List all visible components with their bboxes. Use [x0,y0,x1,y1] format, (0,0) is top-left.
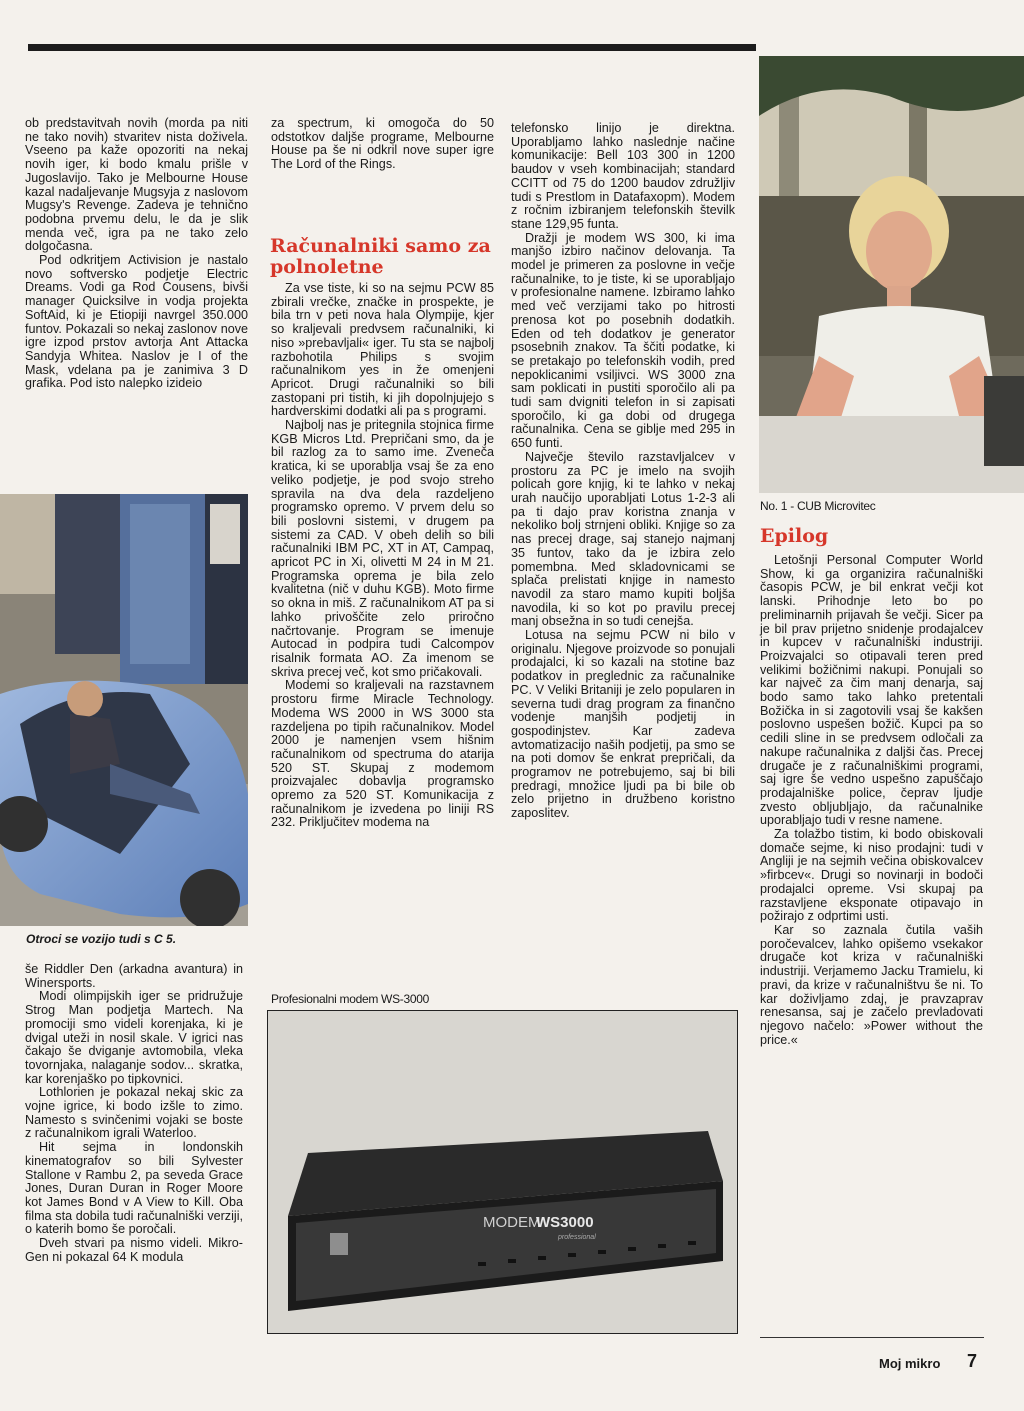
footer-rule [760,1337,984,1338]
column-3 [511,122,735,821]
photo-child-c5 [0,494,248,926]
modem-label-model: WS3000 [536,1214,594,1231]
top-rule [28,44,756,51]
heading-epilog: Epilog [760,525,829,547]
page-number: 7 [967,1351,978,1371]
paragraph: Modemi so kraljevali na razstavnem prostoru firme Miracle Technology. Modema WS 2000 in WS 3000 sta razdeljena po tipih računalnikov. Model 2000 je namenjen vsem hišnim računalnikom od spectruma do atarija 520 ST. Skupaj z modemom proizvajalec dobavlja programsko opremo za 520 ST. Komunikacija z računalnikom je izvedena po liniji RS 232. Priključitev modema na [271,678,494,830]
modem-label-sub: professional [558,1234,596,1241]
paragraph: Največje število razstavljalcev v prostoru za PC je imelo na svojih policah gore knjig, ki te lahko v nekaj urah naučijo uporabljati Lotus 1-2-3 ali pa ti dajo prav koristna znanja v nekoliko bolj strnjeni obliki. Knjige so za nas precej drage, saj stanejo najmanj 35 funtov, tako da je izbira zelo pomembna. Med skladovnicami se splača prelistati knjige in namesto navodil za staro mamo kupiti boljša navodila, ki so kot po pravilu precej manj obsežna in so tudi cenejša. [511,449,735,629]
paragraph: Lotusa na sejmu PCW ni bilo v originalu. Njegove proizvode so ponujali prodajalci, ki so kazali na stotine baz podatkov in preglednic za računalnike PC. V Veliki Britaniji je zelo popularen in severna tudi drag program za finančno vodenje manjših podjetij in gospodinjstev. Kar zadeva avtomatizacijo naših podjetij, pa smo se na poti domov še enkrat prepričali, da programov ne potrebujemo, saj bi bili predragi, množice ljudi pa bi bile ob zelo prijetno in družbeno koristno zaposlitev. [511,628,735,821]
paragraph: še Riddler Den (arkadna avantura) in Winersports. [25,962,243,990]
paragraph: Za tolažbo tistim, ki bodo obiskovali domače sejme, ki niso prodajni: tudi v Angliji je na sejmih večina obiskovalcev »firbcev«. Drugi so novinarji in bodoči prodajalci opreme. Vsi skupaj pa razstavljene eksponate otipavajo in požirajo z odprtimi usti. [760,827,983,924]
paragraph: telefonsko linijo je direktna. Uporabljamo lahko naslednje načine komunikacije: Bell 103 300 in 1200 baudov v vseh kombinacijah; standard CCITT od 75 do 1200 baudov združljiv tudi s Prestlom in Datafaxopm). Modem z ročnim izbiranjem telefonskih številk stane 129,95 funta. [511,121,735,231]
paragraph: za spectrum, ki omogoča do 50 odstotkov daljše programe, Melbourne House pa še ni odkril nove super igre The Lord of the Rings. [271,116,494,172]
paragraph: Kar so zaznala čutila vaših poročevalcev, lahko opišemo vsekakor drugače kot kriza v računalniški industriji. Verjamemo Jacku Tramielu, ki pravi, da krize v računalništvu še ni. To kar doživljamo zdaj, je pravzaprav renesansa, saj je začelo prevladovati njegovo načelo: »Power without the price.« [760,922,983,1047]
column-1-bottom [25,963,243,1264]
column-2-top [271,117,494,172]
paragraph: Hit sejma in londonskih kinematografov so bili Sylvester Stallone v Rambu 2, pa seveda Grace Jones, Duran Duran in Roger Moore kot James Bond v A View to Kill. Oba filma sta dobila tudi računalniški verziji, o katerih bomo še poročali. [25,1140,243,1237]
paragraph: Dražji je modem WS 300, ki ima manjšo izbiro načinov delovanja. Ta model je primeren za poslovne in večje računalnike, to je tiste, ki se uporabljajo v profesionalne namene. Izbiramo lahko med več verzijami tako po hitrosti prenosa kot po posebnih dodatkih. Eden od teh dodatkov je generator psosebnih znakov. Ta ščiti podatke, ki se pretakajo po telefonskih vodih, pred nepoklicanimi vsiljivci. WS 3000 zna sam poklicati in pustiti sporočilo ali pa tudi sam dvigniti telefon in si zapisati sporočilo, ki ga dobi od drugega računalnika. Cena se giblje med 295 in 650 funti. [511,230,735,451]
paragraph: Najbolj nas je pritegnila stojnica firme KGB Micros Ltd. Prepričani smo, da je bil razlog za to samo ime. Zveneča kratica, ki se uporablja vsaj še za eno veliko podjetje, je pod svojo streho spravila na dva dela razdeljeno programsko opremo. V prvem delu so bili poslovni sistemi, v drugem pa sistemi za CAD. V obeh delih so bili računalniki IBM PC, XT in AT, Campaq, apricot PC in Xi, olivetti M 24 in M 21. Programska oprema je bila zelo kvalitetna (nič v duhu KGB). Moto firme so okna in miš. Z računalnikom AT pa si lahko privoščite zelo priročno načrtovanje. Program se imenuje Autocad in podpira tudi Calcompov risalnik formata AO. Za imenom se skriva precej več, kot smo pričakovali. [271,418,494,679]
column-2-body [271,282,494,830]
caption-left: Otroci se vozijo tudi s C 5. [26,932,177,946]
paragraph: Dveh stvari pa nismo videli. Mikro-Gen ni pokazal 64 K modula [25,1236,243,1264]
caption-right: No. 1 - CUB Microvitec [760,499,876,513]
paragraph: ob predstavitvah novih (morda pa niti ne tako novih) stvaritev nista doživela. Vseeno pa kaže opozoriti na nekaj novih iger, ki bodo kmalu prišle v Jugoslavijo. Tako je Melbourne House kazal nadaljevanje Mugsyja z naslovom Mugsy's Revenge. Zadeva je tehnično podobna prvemu delu, le da je slik menda več, igra pa ne tako zelo dolgočasna. [25,116,248,254]
photo-cub-microvitec [759,56,1024,493]
paragraph: Pod odkritjem Activision je nastalo novo softversko podjetje Electric Dreams. Vodi ga Rod Cousens, bivši manager Quicksilve in vodja projekta SoftAid, ki je Etiopiji navrgel 350.000 funtov. Pokazali so nekaj zaslonov nove igre izpod prstov avtorja Ant Attacka Sandyja Whitea. Naslov je I of the Mask, vdelana pa je zanimiva 3 D grafika. Pod isto nalepko izideio [25,253,248,391]
heading-adults-only: Računalniki samo za polnoletne [270,235,491,278]
column-4 [760,554,983,1047]
paragraph: Modi olimpijskih iger se pridružuje Strog Man podjetja Martech. Na promociji smo videli korenjaka, ki je dvigal uteži in nosil skale. V igrici nas čakajo še dviganje avtomobila, vleka tovornjaka, nalaganje sodov... skratka, kar korenjaško po tipkovnici. [25,989,243,1086]
column-1-top [25,117,248,391]
paragraph: Lothlorien je pokazal nekaj skic za vojne igrice, ki bodo izšle to zimo. Namesto s svinčenimi vojaki se boste z računalnikom igrali Waterloo. [25,1085,243,1141]
modem-label-brand: MODEM [483,1214,541,1231]
caption-modem: Profesionalni modem WS-3000 [271,992,429,1006]
footer-magazine: Moj mikro [879,1356,941,1371]
photo-modem [267,1010,738,1334]
logo-icon [330,1233,348,1255]
paragraph: Za vse tiste, ki so na sejmu PCW 85 zbirali vrečke, značke in prospekte, je bila trn v peti nova hala Olympije, kjer so kraljevali predvsem računalniki, ki niso »prebavljali« iger. Tu sta se najbolj razbohotila Philips s svojim računalnikom yes in že omenjeni Apricot. Drugi računalniki so bili zastopani pri tistih, ki jih dopolnjujejo s hardverskimi dodatki ali pa s programi. [271,281,494,419]
paragraph: Letošnji Personal Computer World Show, ki ga organizira računalniški časopis PCW, je bil enkrat večji kot lanski. Prihodnje leto bo po preliminarnih prijavah še večji. Sicer pa je bil prav prijetno snidenje prodajalcev in kupcev v računalniški industriji. Proizvajalci so otipavali teren pred velikimi božičnimi nakupi. Ponujali so kar največ za čim manj denarja, saj bodo samo tako lahko pretentali Božička in si zagotovili vsaj še kakšen poslovno uspešen božič. Kupci pa so cedili sline in se predvsem odločali za nakupe računalnika z daljši čas. Precej drugače je z računalniškimi programi, saj igre še vedno uspešno zapuščajo prodajalniške police, čeprav ljudje zvesto obljubljajo, da računalnike uporabljajo tudi v resne namene. [760,553,983,828]
